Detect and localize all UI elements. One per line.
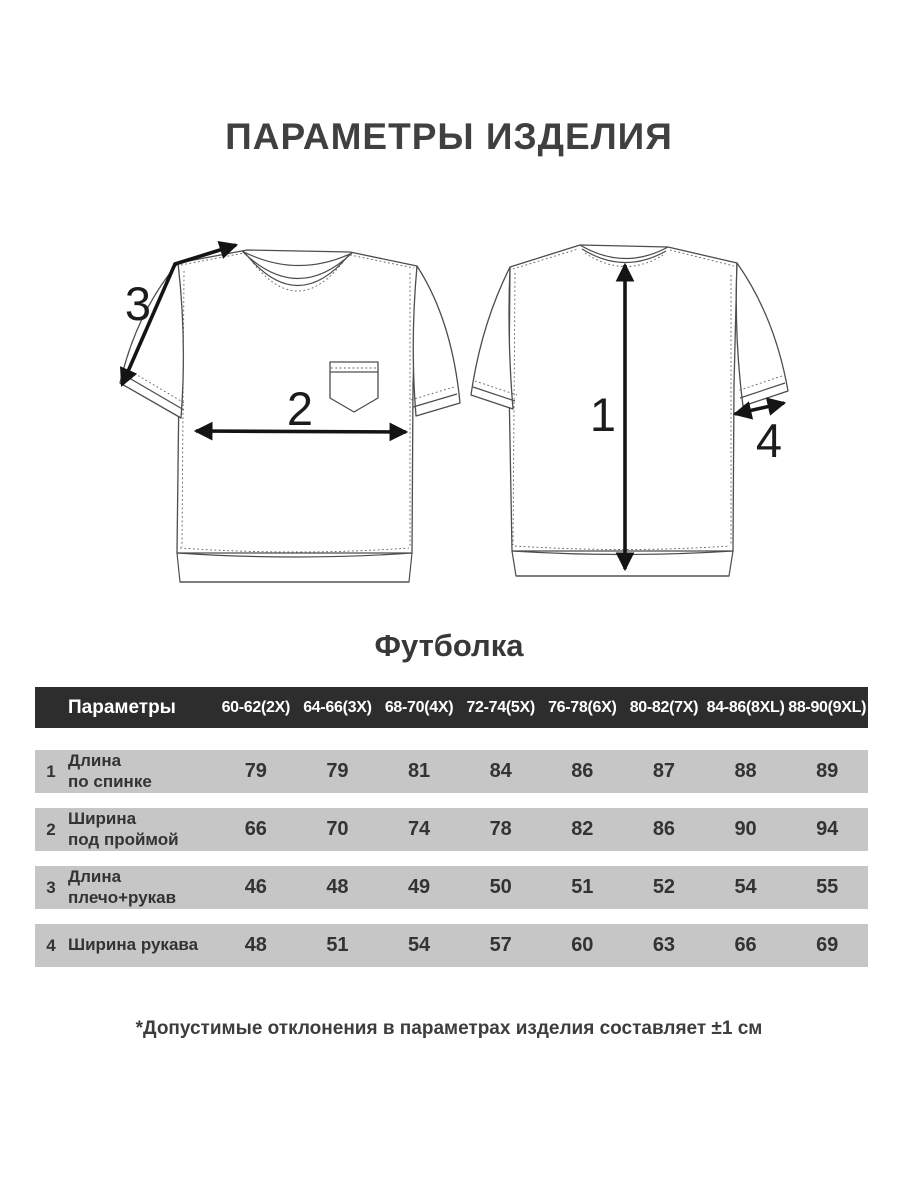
cell-value: 82 — [571, 818, 594, 840]
table-header-row — [35, 687, 868, 728]
product-diagram — [80, 225, 820, 605]
cell-value: 54 — [407, 934, 431, 956]
cell-value: 86 — [652, 818, 676, 840]
col-header-parameters: Параметры — [68, 696, 176, 718]
col-header-size-3: 68-70(4X) — [384, 698, 454, 716]
cell-value: 49 — [407, 876, 431, 898]
cell-value: 90 — [734, 818, 757, 840]
cell-value: 78 — [489, 818, 512, 840]
table-row-4 — [35, 924, 868, 967]
cell-value: 46 — [244, 876, 267, 898]
cell-value: 55 — [816, 876, 839, 898]
col-header-size-6: 80-82(7X) — [629, 698, 699, 716]
cell-value: 57 — [489, 934, 512, 956]
cell-value: 88 — [734, 760, 757, 782]
cell-value: 48 — [244, 934, 267, 956]
cell-value: 60 — [571, 934, 594, 956]
row-label: Длина плечо+рукав — [68, 867, 177, 907]
row-label: Ширина рукава — [68, 935, 199, 955]
cell-value: 51 — [571, 876, 594, 898]
cell-value: 79 — [326, 760, 349, 782]
col-header-size-1: 60-62(2X) — [221, 698, 291, 716]
col-header-size-7: 84-86(8XL) — [706, 698, 785, 716]
cell-value: 48 — [326, 876, 349, 898]
measure-label-2: 2 — [286, 382, 314, 435]
cell-value: 52 — [652, 876, 676, 898]
cell-value: 66 — [244, 818, 267, 840]
measure-label-1: 1 — [589, 388, 617, 441]
cell-value: 81 — [407, 760, 431, 782]
measure-label-3: 3 — [124, 277, 152, 330]
size-table — [35, 687, 868, 967]
row-number: 1 — [46, 761, 56, 781]
cell-value: 94 — [816, 818, 839, 840]
row-number: 3 — [46, 877, 56, 897]
cell-value: 63 — [652, 934, 676, 956]
row-number: 4 — [46, 935, 56, 955]
table-row-3 — [35, 866, 868, 909]
table-row-1 — [35, 750, 868, 793]
cell-value: 74 — [407, 818, 431, 840]
col-header-size-4: 72-74(5X) — [466, 698, 535, 716]
cell-value: 86 — [571, 760, 594, 782]
row-number: 2 — [46, 819, 56, 839]
tshirt-back-drawing — [471, 245, 788, 576]
cell-value: 54 — [734, 876, 757, 898]
cell-value: 70 — [326, 818, 349, 840]
tshirt-measurement-drawing — [80, 225, 820, 605]
row-label: Длина по спинке — [68, 751, 152, 791]
tolerance-footnote: *Допустимые отклонения в параметрах изделия составляет ±1 см — [135, 1018, 763, 1039]
cell-value: 51 — [326, 934, 349, 956]
table-row-2 — [35, 808, 868, 851]
cell-value: 66 — [734, 934, 757, 956]
product-name: Футболка — [374, 628, 524, 663]
row-label: Ширина под проймой — [68, 809, 179, 849]
cell-value: 50 — [489, 876, 512, 898]
col-header-size-2: 64-66(3X) — [303, 698, 372, 716]
cell-value: 79 — [244, 760, 267, 782]
col-header-size-5: 76-78(6X) — [548, 698, 617, 716]
cell-value: 89 — [816, 760, 839, 782]
measure-label-4: 4 — [755, 414, 783, 467]
page-title: ПАРАМЕТРЫ ИЗДЕЛИЯ — [225, 116, 673, 157]
col-header-size-8: 88-90(9XL) — [788, 698, 867, 716]
cell-value: 84 — [489, 760, 512, 782]
cell-value: 69 — [816, 934, 839, 956]
cell-value: 87 — [652, 760, 676, 782]
